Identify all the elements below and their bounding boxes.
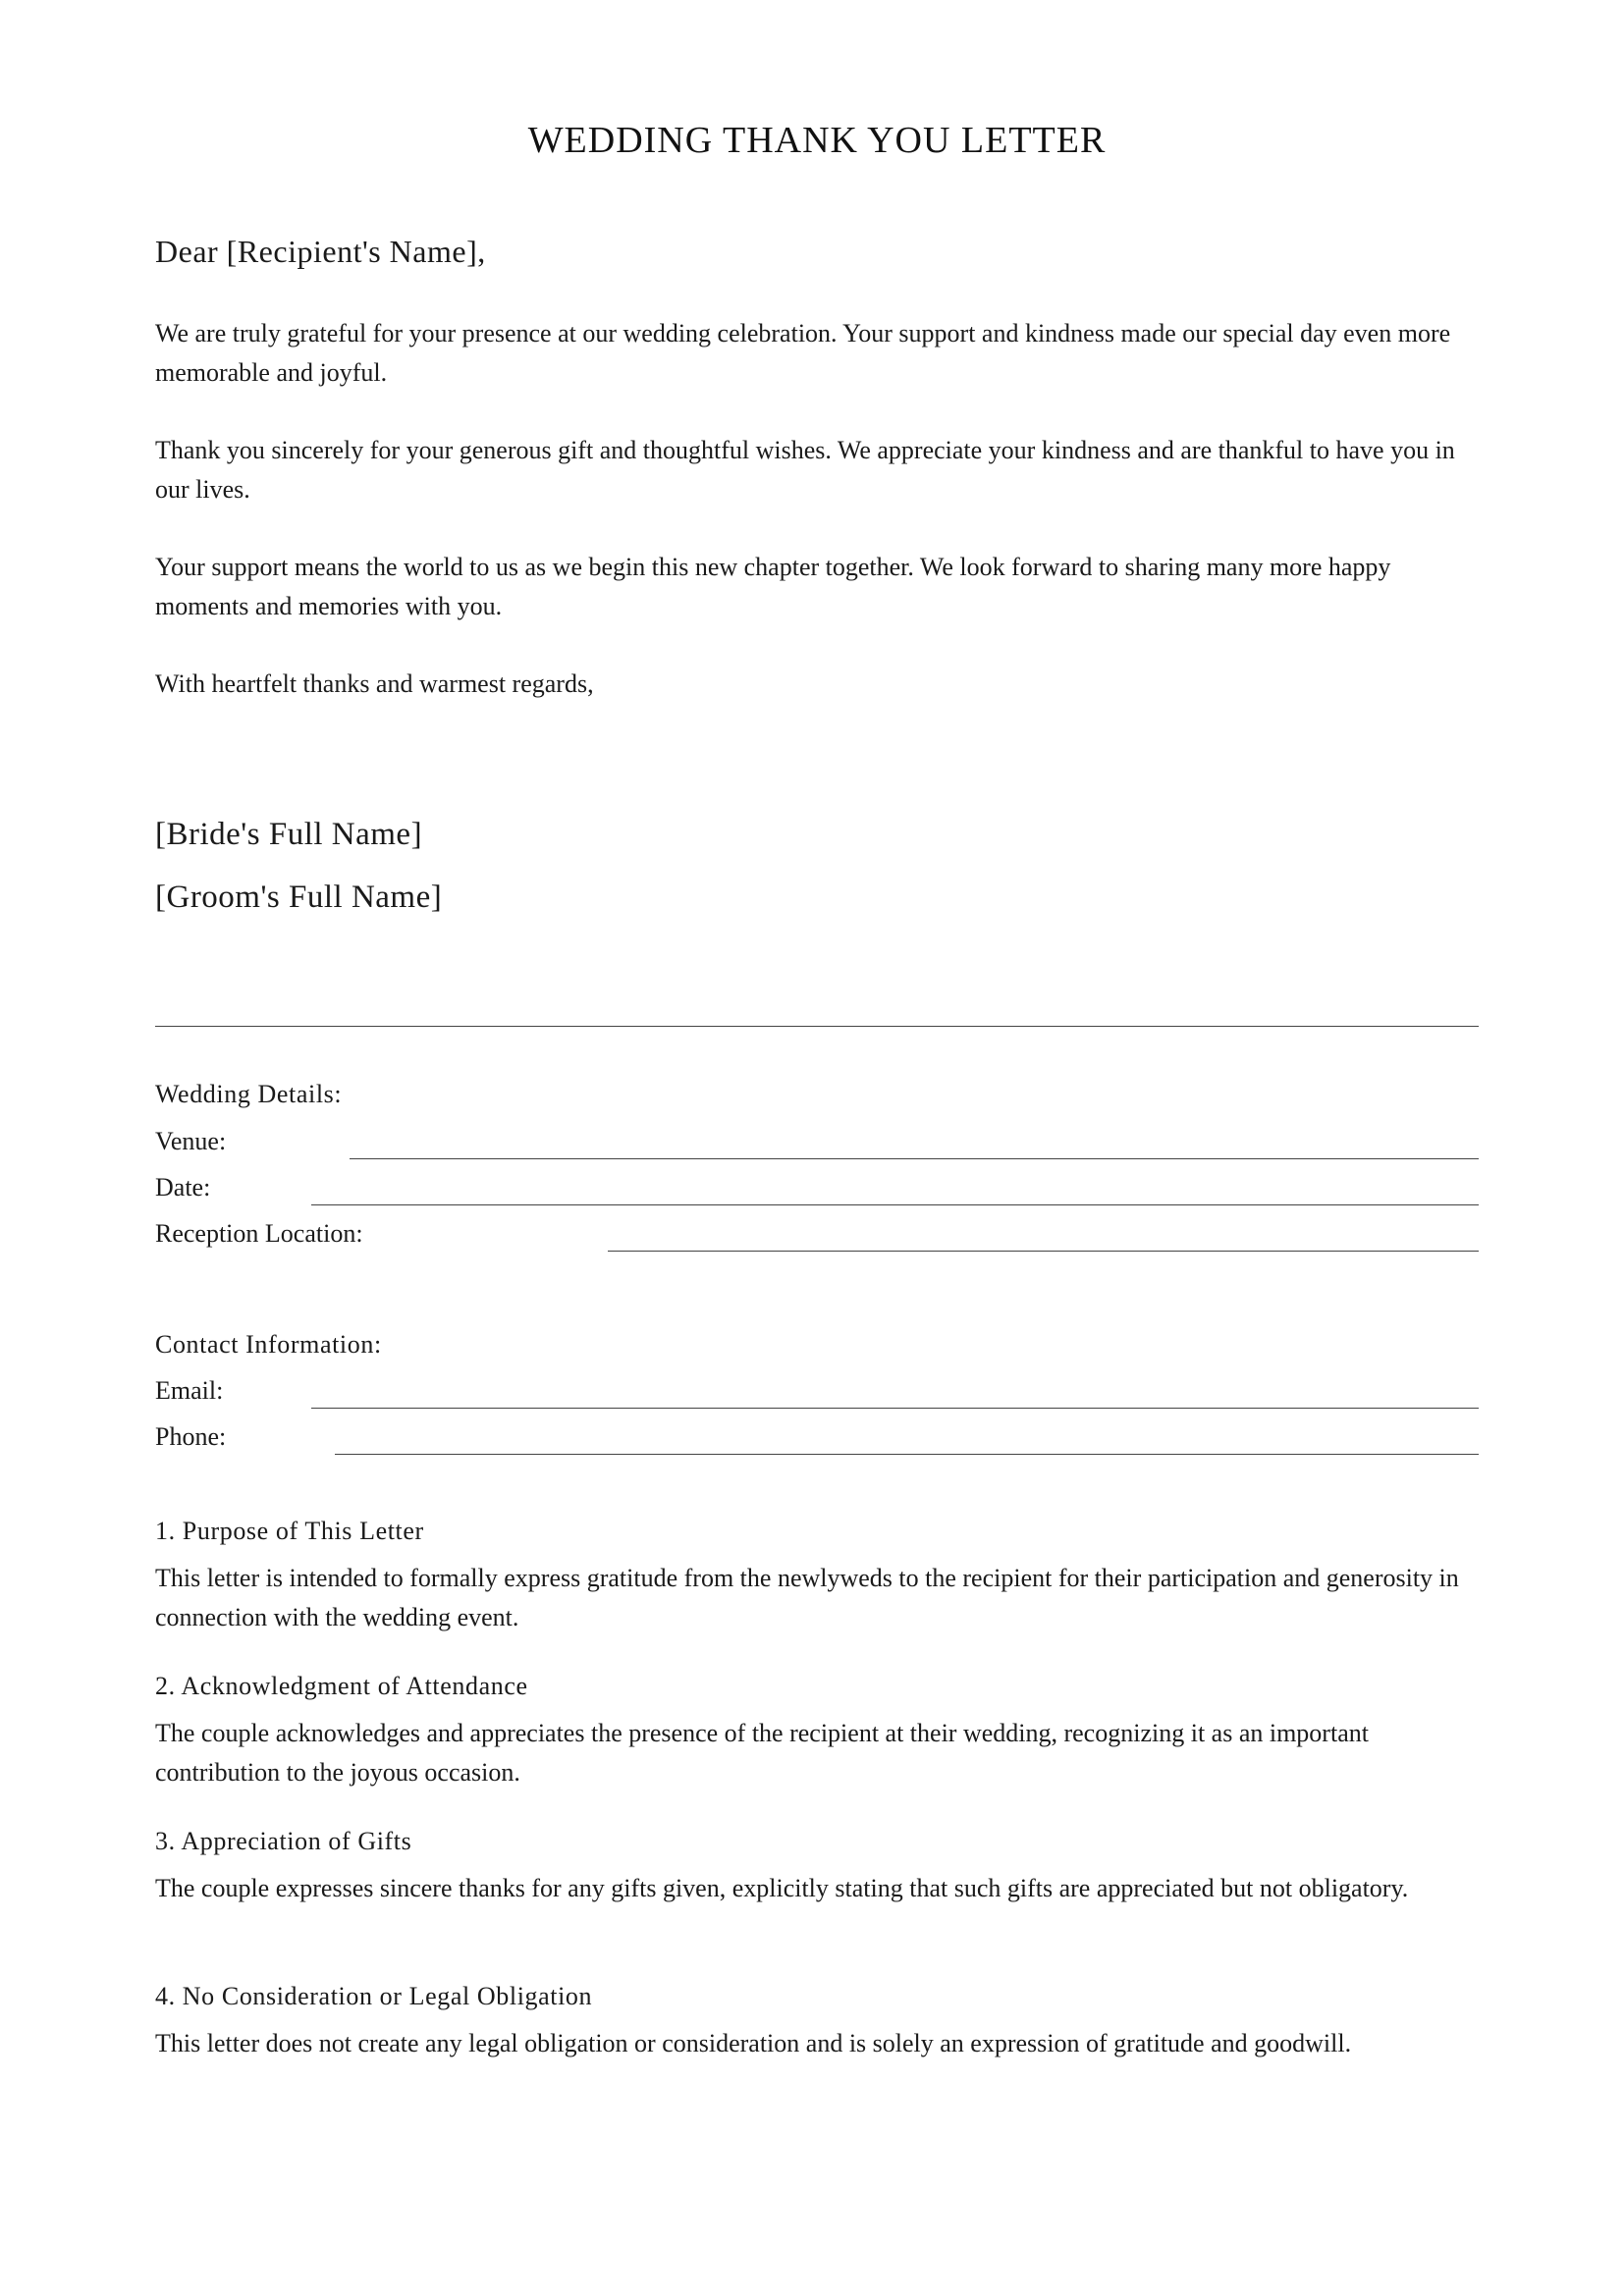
clause-text: This letter does not create any legal obligation or consideration and is solely an expression of gratitude and goodwill. [155, 2029, 1352, 2057]
page-title: WEDDING THANK YOU LETTER [527, 120, 1107, 161]
clause-title: 3. Appreciation of Gifts [155, 1827, 412, 1855]
phone-field[interactable] [335, 1454, 1479, 1455]
groom-name-signature: [Groom's Full Name] [155, 880, 443, 915]
date-field[interactable] [311, 1204, 1479, 1205]
closing-line: With heartfelt thanks and warmest regards, [155, 669, 594, 698]
email-field[interactable] [311, 1408, 1479, 1409]
clause-text: The couple acknowledges and appreciates the presence of the recipient at their wedding, recognizing it as an important contribution to the joyous occasion. [155, 1719, 1369, 1787]
reception-location-label: Reception Location: [155, 1219, 363, 1248]
body-paragraph-2: Thank you sincerely for your generous gift and thoughtful wishes. We appreciate your kindness and are thankful to have you in our lives. [155, 436, 1455, 504]
salutation: Dear [Recipient's Name], [155, 234, 486, 269]
contact-information-heading: Contact Information: [155, 1330, 382, 1359]
wedding-details-heading: Wedding Details: [155, 1080, 343, 1108]
bride-name-signature: [Bride's Full Name] [155, 817, 423, 852]
reception-location-field[interactable] [608, 1251, 1479, 1252]
section-divider [155, 1026, 1479, 1027]
clause-title: 2. Acknowledgment of Attendance [155, 1672, 528, 1700]
venue-field[interactable] [350, 1158, 1479, 1159]
phone-label: Phone: [155, 1422, 227, 1451]
letter-page [155, 0, 1479, 2296]
date-label: Date: [155, 1173, 211, 1201]
venue-label: Venue: [155, 1127, 227, 1155]
body-paragraph-1: We are truly grateful for your presence at our wedding celebration. Your support and kindness made our special day even more memorable and joyful. [155, 319, 1451, 387]
email-label: Email: [155, 1376, 224, 1405]
clause-text: The couple expresses sincere thanks for any gifts given, explicitly stating that such gifts are appreciated but not obligatory. [155, 1874, 1409, 1902]
clause-text: This letter is intended to formally express gratitude from the newlyweds to the recipient for their participation and generosity in connection with the wedding event. [155, 1564, 1459, 1631]
clause-title: 1. Purpose of This Letter [155, 1517, 424, 1545]
body-paragraph-3: Your support means the world to us as we begin this new chapter together. We look forward to sharing many more happy moments and memories with you. [155, 553, 1391, 620]
clause-title: 4. No Consideration or Legal Obligation [155, 1982, 593, 2010]
